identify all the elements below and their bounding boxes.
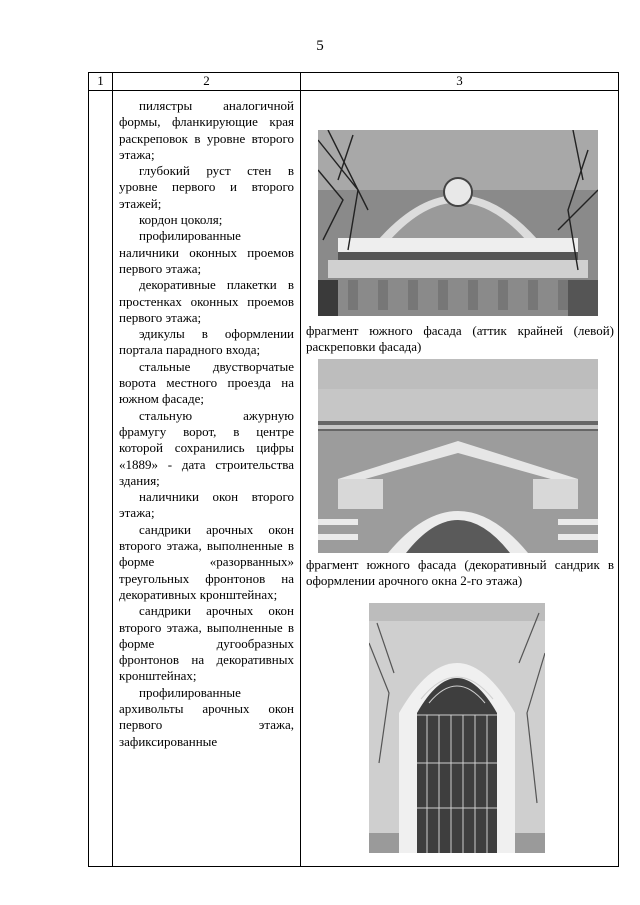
list-item: пилястры аналогичной формы, фланкирующие края раскреповок в уровне второго этажа; [119, 98, 294, 162]
caption-attic: фрагмент южного фасада (аттик крайней (левой) раскреповки фасада) [306, 323, 614, 354]
list-item: наличники окон второго этажа; [119, 489, 294, 521]
list-item: профилированные наличники оконных проемов первого этажа; [119, 228, 294, 276]
list-item: глубокий руст стен в уровне первого и второго этажей; [119, 163, 294, 211]
photo-gate [369, 603, 545, 853]
header-cell-3: 3 [301, 73, 619, 91]
list-item: стальную ажурную фрамугу ворот, в центре которой сохранились цифры «1889» - дата строительства здания; [119, 407, 294, 488]
caption-sandrik: фрагмент южного фасада (декоративный сандрик в оформлении арочного окна 2-го этажа) [306, 557, 614, 588]
table-row [89, 91, 619, 867]
header-cell-1: 1 [89, 73, 113, 91]
photo-sandrik-fragment [318, 359, 598, 553]
list-item: сандрики арочных окон второго этажа, выполненные в форме «разорванных» треугольных фронтонов на декоративных кронштейнах; [119, 521, 294, 602]
list-item: профилированные архивольты арочных окон первого этажа, зафиксированные [119, 684, 294, 749]
table-header-row [89, 73, 619, 91]
list-item: стальные двустворчатые ворота местного проезда на южном фасаде; [119, 358, 294, 407]
photo-attic-fragment [318, 130, 598, 316]
list-item: эдикулы в оформлении портала парадного входа; [119, 326, 294, 358]
header-cell-2: 2 [113, 73, 301, 91]
list-item: сандрики арочных окон второго этажа, выполненные в форме дугообразных фронтонов на декоративных кронштейнах; [119, 603, 294, 684]
list-item: кордон цоколя; [139, 212, 223, 228]
number-cell [89, 91, 113, 867]
list-item: декоративные плакетки в простенках оконных проемов первого этажа; [119, 277, 294, 325]
document-table [88, 72, 619, 867]
description-cell [113, 91, 301, 867]
illustration-cell [301, 91, 619, 867]
page-number: 5 [316, 38, 324, 54]
